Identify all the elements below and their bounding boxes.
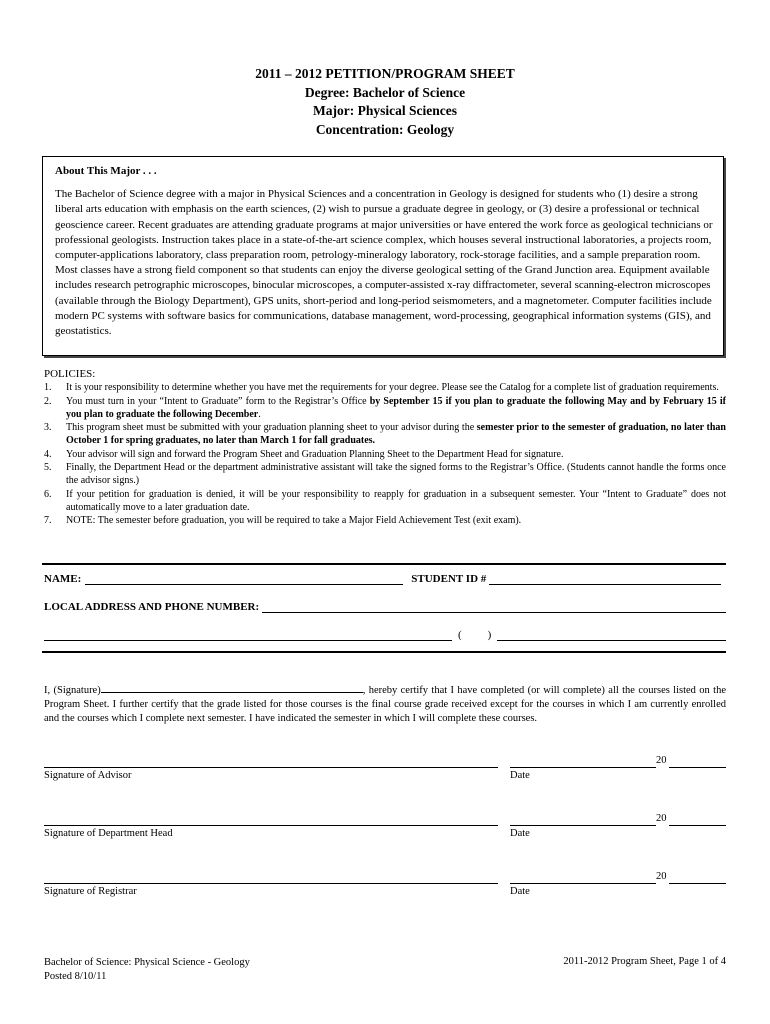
advisor-year-prefix: 20 bbox=[656, 755, 667, 766]
address-phone-row bbox=[44, 628, 726, 641]
about-text: The Bachelor of Science degree with a major in Physical Sciences and a concentration in Geology is designed for students who (1) desire a strong liberal arts education with emphasis on the earth sciences, (2) wish to pursue a graduate degree in geology, or (3) desire a professional or technical geoscience career. Recent graduates are attending graduate programs at major universities or have entered the work force as geological technicians or professional geologists. Instruction takes place in a state-of-the-art science complex, which houses several instructional laboratories, a projects room, computer-applications laboratory, class preparation room, petrology-mineralogy laboratory, rock-storage facilities, and a sample preparation room. Most classes have a strong field component so that students can enjoy the diverse geological setting of the Grand Junction area. Equipment available includes research petrographic microscopes, binocular microscopes, a computer-assisted x-ray diffractometer, several scanning-electron microscopes (available through the Biology Department), GPS units, short-period and long-period seismometers, and a magnetometer. Computer facilities include modern PC systems with software basics for communications, database management, word-processing, geographical information systems (GIS), and geostatistics. bbox=[55, 188, 713, 338]
policy-text-bold: by September 15 if you plan to graduate the following May and by February 15 if you plan to graduate the following December bbox=[66, 395, 726, 420]
policy-text-plain: Finally, the Department Head or the department administrative assistant will take the signed forms to the Registrar’s Office. (Students cannot handle the forms once the advisor signs.) bbox=[66, 462, 726, 487]
policy-text bbox=[66, 448, 726, 461]
header-major: Major: Physical Sciences bbox=[313, 103, 457, 118]
policies-list bbox=[44, 381, 726, 527]
name-label: NAME: bbox=[44, 573, 82, 585]
registrar-signature-line[interactable] bbox=[44, 874, 498, 884]
header-concentration: Concentration: Geology bbox=[315, 121, 455, 137]
policy-text-after: . bbox=[258, 408, 261, 420]
policy-text-bold: semester prior to the semester of graduation, no later than October 1 for spring graduates, no later than March 1 for fall graduates. bbox=[66, 422, 726, 447]
policy-text bbox=[66, 488, 726, 515]
certification-statement bbox=[44, 682, 726, 726]
address-row bbox=[44, 600, 726, 613]
section-divider-2 bbox=[42, 651, 726, 653]
advisor-year-line[interactable] bbox=[669, 758, 726, 768]
policy-text bbox=[66, 514, 726, 527]
policy-text bbox=[66, 421, 726, 448]
policy-item bbox=[44, 395, 726, 422]
policy-text-plain: It is your responsibility to determine whether you have met the requirements for your degree. Please see the Catalog for a complete list of graduation requirements. bbox=[66, 382, 719, 394]
department-head-date-line[interactable] bbox=[510, 816, 656, 826]
address-label: LOCAL ADDRESS AND PHONE NUMBER: bbox=[44, 601, 260, 613]
certify-prefix: I, (Signature) bbox=[44, 685, 101, 696]
certify-signature-field[interactable] bbox=[101, 682, 363, 693]
policy-text bbox=[66, 395, 726, 422]
registrar-signature-label: Signature of Registrar bbox=[44, 886, 137, 897]
department-head-signature-label: Signature of Department Head bbox=[44, 828, 173, 839]
registrar-signature-block bbox=[44, 871, 726, 904]
policy-number: 4. bbox=[44, 448, 52, 460]
policy-number: 5. bbox=[44, 462, 52, 474]
policy-item bbox=[44, 421, 726, 448]
registrar-date-label: Date bbox=[510, 886, 530, 897]
section-divider bbox=[42, 563, 726, 565]
student-id-field[interactable] bbox=[489, 572, 721, 585]
policy-number: 2. bbox=[44, 395, 52, 407]
policy-text-plain: This program sheet must be submitted with your graduation planning sheet to your advisor during the bbox=[66, 422, 477, 434]
header-degree: Degree: Bachelor of Science bbox=[304, 84, 466, 100]
about-title: About This Major . . . bbox=[55, 165, 157, 177]
advisor-signature-label: Signature of Advisor bbox=[44, 770, 132, 781]
about-major-box bbox=[42, 156, 724, 356]
advisor-date-label: Date bbox=[510, 770, 530, 781]
advisor-date-line[interactable] bbox=[510, 758, 656, 768]
department-head-signature-block bbox=[44, 813, 726, 846]
footer-left bbox=[44, 956, 250, 984]
certify-text: , hereby certify that I have completed (or will complete) all the courses listed on the Program Sheet. I further certify that the grade listed for those courses is the final course grade received except for the courses in which I am currently enrolled and the courses which I complete next semester. I have indicated the semester in which I will complete these courses. bbox=[44, 685, 726, 724]
policies-title: POLICIES: bbox=[44, 368, 96, 380]
footer-program-name: Bachelor of Science: Physical Science - Geology bbox=[44, 957, 250, 968]
registrar-year-prefix: 20 bbox=[656, 871, 667, 882]
policy-item bbox=[44, 448, 726, 461]
policy-number: 7. bbox=[44, 515, 52, 527]
phone-close-paren: ) bbox=[487, 629, 492, 641]
registrar-year-line[interactable] bbox=[669, 874, 726, 884]
policy-number: 6. bbox=[44, 488, 52, 500]
student-id-label: STUDENT ID # bbox=[411, 573, 487, 585]
advisor-signature-line[interactable] bbox=[44, 758, 498, 768]
policies-section bbox=[44, 368, 726, 528]
name-row bbox=[44, 572, 726, 585]
footer-posted-date: Posted 8/10/11 bbox=[44, 971, 107, 982]
policy-number: 3. bbox=[44, 422, 52, 434]
policy-text bbox=[66, 381, 726, 394]
name-field[interactable] bbox=[85, 572, 403, 585]
address-line-2-field[interactable] bbox=[44, 628, 452, 641]
registrar-date-line[interactable] bbox=[510, 874, 656, 884]
policy-text-plain: You must turn in your “Intent to Graduate” form to the Registrar’s Office bbox=[66, 395, 370, 407]
header-title: 2011 – 2012 PETITION/PROGRAM SHEET bbox=[255, 66, 515, 81]
department-head-year-line[interactable] bbox=[669, 816, 726, 826]
address-field[interactable] bbox=[262, 600, 726, 613]
document-header bbox=[0, 65, 770, 139]
footer-page-info: 2011-2012 Program Sheet, Page 1 of 4 bbox=[563, 956, 726, 967]
phone-field[interactable] bbox=[497, 628, 726, 641]
policy-item bbox=[44, 381, 726, 394]
department-head-date-label: Date bbox=[510, 828, 530, 839]
policy-item bbox=[44, 488, 726, 515]
policy-text-plain: Your advisor will sign and forward the Program Sheet and Graduation Planning Sheet to the Department Head for signature. bbox=[66, 448, 564, 460]
advisor-signature-block bbox=[44, 755, 726, 788]
department-head-year-prefix: 20 bbox=[656, 813, 667, 824]
phone-open-paren: ( bbox=[458, 629, 462, 641]
policy-number: 1. bbox=[44, 382, 52, 394]
policy-item bbox=[44, 514, 726, 527]
policy-text bbox=[66, 461, 726, 488]
policy-item bbox=[44, 461, 726, 488]
department-head-signature-line[interactable] bbox=[44, 816, 498, 826]
policy-text-plain: NOTE: The semester before graduation, you will be required to take a Major Field Achievement Test (exit exam). bbox=[66, 515, 522, 527]
policy-text-plain: If your petition for graduation is denied, it will be your responsibility to reapply for graduation in a subsequent semester. Your “Intent to Graduate” does not automatically move to a later graduation date. bbox=[66, 488, 726, 513]
